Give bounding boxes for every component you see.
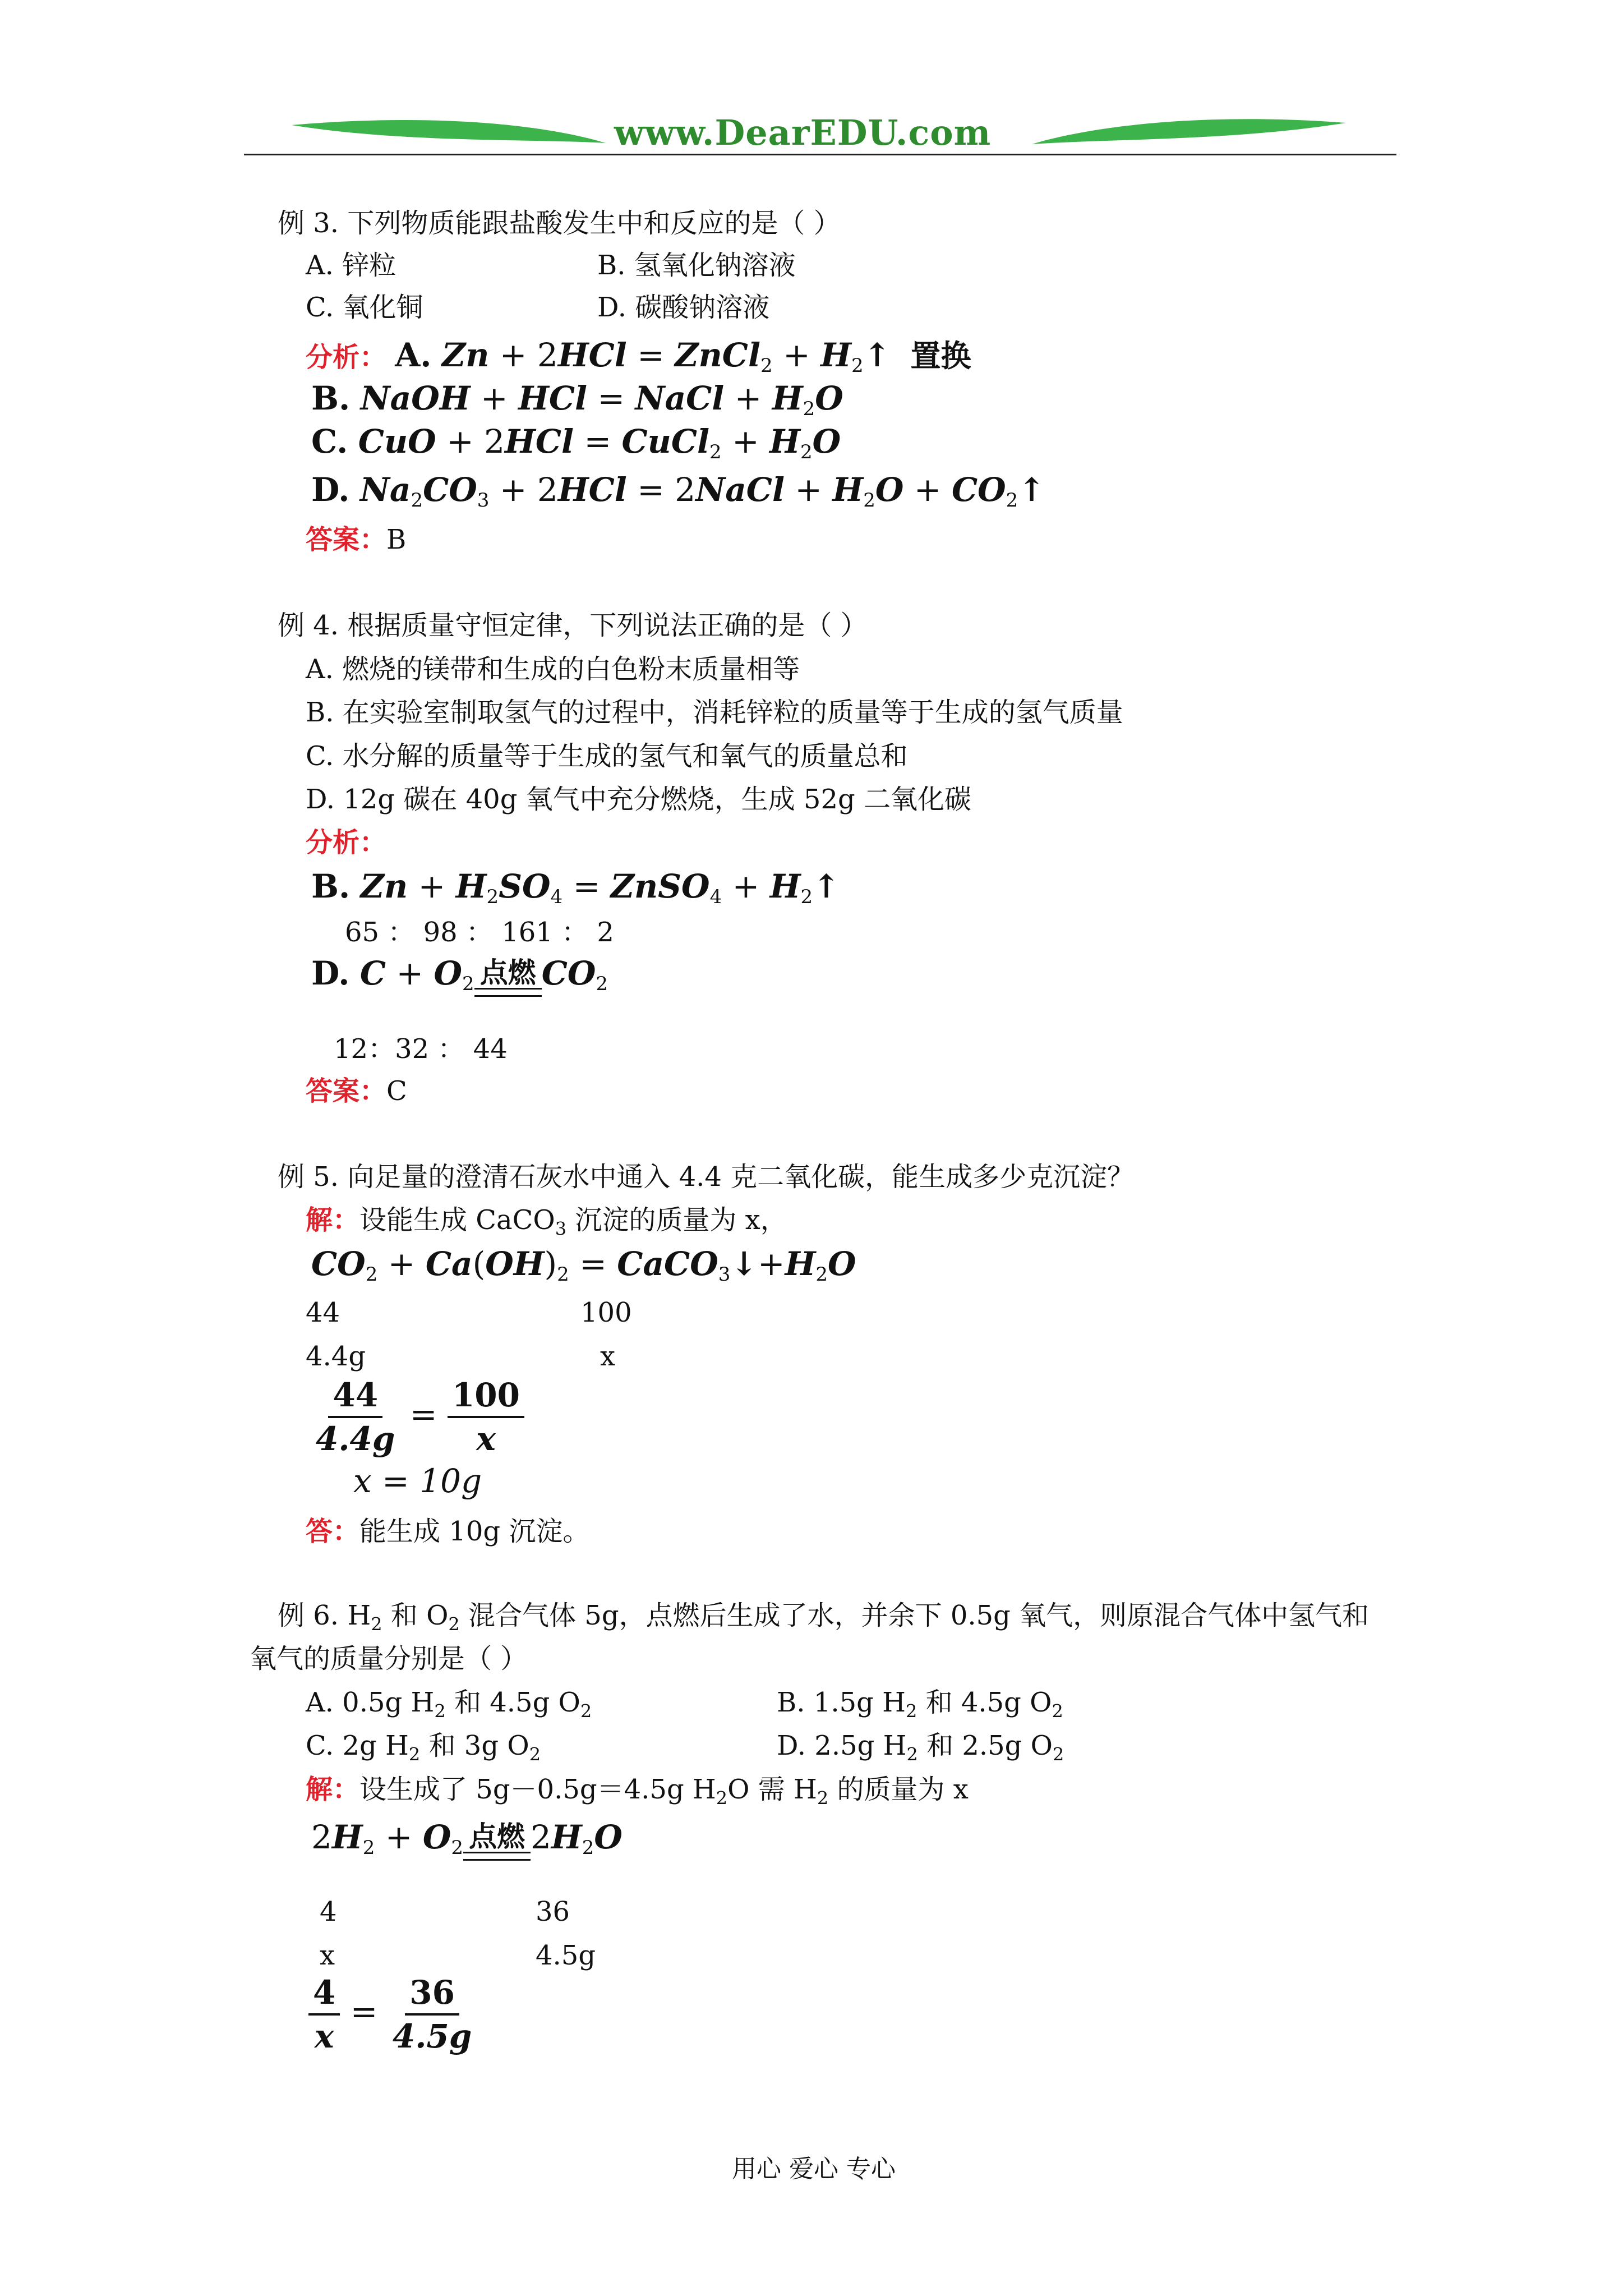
ex4-ratio-d: 12：32 ： 44 [334,1033,508,1065]
ex5-fraction-left: $\frac{44}{4.4g}$ [311,1374,399,1460]
ex4-ratio-b: 65 ： 98 ： 161 ： 2 [345,917,614,948]
ex5-question: 例 5. 向足量的澄清石灰水中通入 4.4 克二氧化碳，能生成多少克沉淀？ [278,1161,1135,1193]
page-footer: 用心 爱心 专心 [732,2155,896,2183]
ex6-fraction-left: $\frac{4}{x}$ [308,1972,340,2057]
ex6-option-a: A. 0.5g $H_2$ 和 4.5g $O_2$ [306,1687,592,1722]
ex4-option-a: A. 燃烧的镁带和生成的白色粉末质量相等 [306,654,800,685]
ex4-analysis-label: 分析： [306,827,387,858]
ex4-answer-label: 答案： [306,1075,387,1107]
ex3-option-d: D. 碳酸钠溶液 [597,292,770,323]
ex4-option-c: C. 水分解的质量等于生成的氢气和氧气的质量总和 [306,740,908,772]
ex3-equation-c: C. CuO + 2HCl = CuCl$_2$ + $H_2O$ [311,422,841,463]
ex5-answer-line [306,1515,589,1548]
ex6-reaction-condition: 点燃 [463,1821,531,1867]
ex6-equation: $2H_2 + O_2$ 点燃 $2H_2O$ [311,1818,623,1867]
ex6-solve-label: 解： [306,1774,360,1805]
ex4-option-b: B. 在实验室制取氢气的过程中，消耗锌粒的质量等于生成的氢气质量 [306,697,1123,728]
ex5-proportion: $\frac{44}{4.4g}$ = $\frac{100}{x}$ [311,1374,524,1460]
ex6-row2-right: 4.5g [536,1940,596,1971]
ex3-option-b: B. 氢氧化钠溶液 [597,250,796,281]
ex6-fraction-right: $\frac{36}{4.5g}$ [388,1972,476,2057]
ex5-fraction-right: $\frac{100}{x}$ [448,1374,524,1460]
ex3-analysis-line-a [306,335,971,385]
ex5-answer-label: 答： [306,1516,360,1547]
ex6-option-c: C. 2g $H_2$ 和 3g $O_2$ [306,1730,541,1765]
ex6-question-line2: 氧气的质量分别是（ ） [250,1643,528,1674]
ex5-equation: $CO_2 + Ca(OH)_2$ = $CaCO_3↓+H_2O$ [311,1245,856,1286]
ex6-row2-left: x [320,1940,335,1971]
ex5-row1-right: 100 [580,1297,632,1328]
ex5-row2-left: 4.4g [306,1341,366,1372]
ex3-answer-line [306,523,406,556]
ex4-reaction-condition: 点燃 [474,958,542,1004]
ex6-proportion: $\frac{4}{x}$ = $\frac{36}{4.5g}$ [308,1972,476,2057]
ex4-equation-b: B. $Zn + H_2SO_4$ = ZnSO$_4$ + $H_2↑$ [311,867,840,908]
ex3-question: 例 3. 下列物质能跟盐酸发生中和反应的是（ ） [278,208,841,239]
ex3-option-c: C. 氧化铜 [306,292,423,323]
ex4-answer: C [386,1075,407,1107]
ex6-option-b: B. 1.5g $H_2$ 和 4.5g $O_2$ [777,1687,1063,1722]
ex6-question-line1: 例 6. $H_2$ 和 $O_2$ 混合气体 5g，点燃后生成了水，并余下 0.5g 氧气，则原混合气体中氢气和 [278,1600,1370,1635]
ex4-question: 例 4. 根据质量守恒定律，下列说法正确的是（ ） [278,610,868,641]
ex5-result: x = 10g [353,1462,482,1500]
header-rule [244,154,1396,155]
ex3-answer: B [386,524,407,555]
ex5-row1-left: 44 [306,1297,340,1328]
ex3-answer-label: 答案： [306,524,387,555]
ex6-row1-right: 36 [536,1896,570,1927]
ex6-solve-line: 解：设生成了 5g－0.5g＝4.5g $H_2O$ 需 $H_2$ 的质量为 x [306,1774,969,1809]
ex3-equation-d: D. $Na_2CO_3 + 2HCl$ = 2NaCl + $H_2O$ + $CO_2↑$ [311,471,1045,512]
ex6-row1-left: 4 [320,1896,337,1927]
ex4-answer-line [306,1074,407,1108]
header-logo-text: www.DearEDU.com [614,112,992,153]
ex5-solve-label: 解： [306,1204,360,1236]
ex3-analysis-label: 分析： [306,342,387,373]
ex6-option-d: D. 2.5g $H_2$ 和 2.5g $O_2$ [777,1730,1064,1765]
ex3-option-a: A. 锌粒 [306,250,396,281]
ex3-eq-a-note: 置换 [910,338,971,374]
ex4-option-d: D. 12g 碳在 40g 氧气中充分燃烧，生成 52g 二氧化碳 [306,784,971,815]
ex5-row2-right: x [600,1341,616,1372]
ex3-equation-b: B. NaOH + HCl = NaCl + $H_2O$ [311,379,843,420]
ex3-equation-a: A. Zn + 2HCl = ZnCl$_2$ + $H_2↑$ [395,336,891,377]
ex5-answer: 能生成 10g 沉淀。 [359,1516,590,1547]
ex4-equation-d: D. $C + O_2$ 点燃 $CO_2$ [311,954,608,1004]
ex5-solve-line: 解：设能生成 CaCO$_3$ 沉淀的质量为 x， [306,1204,787,1240]
